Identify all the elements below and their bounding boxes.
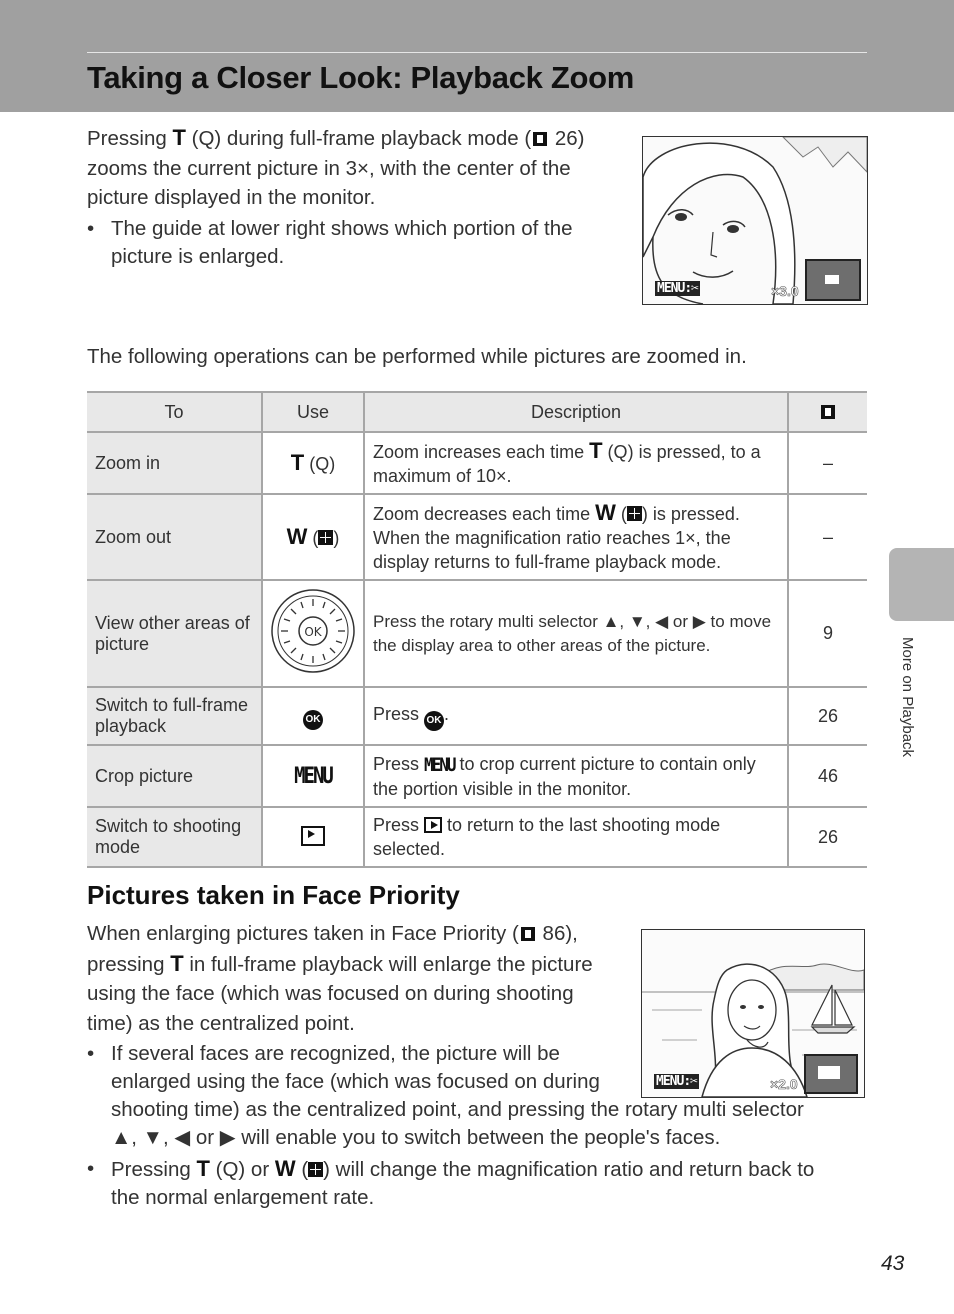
face-line-1: When enlarging pictures taken in Face Priority ( 86),: [87, 922, 578, 945]
page-title: Taking a Closer Look: Playback Zoom: [87, 60, 635, 95]
row-reference: –: [788, 432, 867, 494]
header-rule: [87, 52, 867, 53]
table-row: [87, 580, 867, 687]
row-to: Zoom in: [87, 432, 262, 494]
menu-chip: MENU:✂: [656, 1074, 697, 1089]
intro-bullet: • The guide at lower right shows which portion of the picture is enlarged.: [87, 215, 631, 271]
face-line-2: pressing T in full-frame playback will enlarge the picture: [87, 950, 593, 976]
row-description: Press to return to the last shooting mode selected.: [364, 807, 788, 867]
reference-icon: [521, 927, 535, 941]
playback-button-icon: [301, 826, 325, 846]
header-band: [0, 0, 954, 112]
header-use: Use: [262, 392, 364, 432]
table-row: [87, 807, 867, 867]
zoom-guide: [804, 1054, 858, 1094]
reference-icon: [821, 405, 835, 419]
thumbnail-icon: [318, 530, 333, 545]
zoom-guide: [805, 259, 861, 301]
face-bullet-2: • Pressing T (Q) or W ( ) will change the magnification ratio and return back to the normal enlargement rate.: [87, 1155, 881, 1212]
face-bullet-1: • If several faces are recognized, the picture will be enlarged using the face (which was focused on during shooting time) as the centralized point, and pressing the rotary multi selector ▲, ▼, ◀ or ▶ will enable you to switch between the people's faces.: [87, 1040, 881, 1152]
face-line-4: time) as the centralized point.: [87, 1011, 355, 1035]
table-row: [87, 745, 867, 807]
row-use: T (Q): [262, 432, 364, 494]
chapter-tab: [889, 548, 954, 621]
row-reference: 9: [788, 580, 867, 687]
row-description: Press OK .: [364, 687, 788, 745]
section-title: Pictures taken in Face Priority: [87, 880, 460, 910]
playback-button-icon: [424, 817, 442, 833]
ok-button-icon: OK: [424, 711, 444, 731]
zoom-guide-visible-area: [818, 1066, 840, 1079]
face-paragraph: [87, 919, 632, 1038]
reference-icon: [533, 132, 547, 146]
table-header-row: [87, 392, 867, 432]
face-line-3: using the face (which was focused on during shooting: [87, 982, 574, 1005]
row-to: Crop picture: [87, 745, 262, 807]
table-row: [87, 687, 867, 745]
row-use: [262, 580, 364, 687]
row-description: Press MENU to crop current picture to contain only the portion visible in the monitor.: [364, 745, 788, 807]
row-reference: 46: [788, 745, 867, 807]
operations-table: [87, 391, 867, 868]
header-reference: [788, 392, 867, 432]
row-use: [262, 687, 364, 745]
header-to: To: [87, 392, 262, 432]
zoomed-photo-face: [642, 136, 868, 305]
zoom-ratio: ×3.0: [771, 283, 799, 299]
intro-line-1: Pressing T (Q) during full-frame playback mode ( 26): [87, 125, 585, 150]
header-description: Description: [364, 392, 788, 432]
intro-line-3: picture displayed in the monitor.: [87, 186, 376, 209]
table-row: [87, 494, 867, 580]
operations-intro: The following operations can be performed while pictures are zoomed in.: [87, 345, 747, 368]
row-to: Zoom out: [87, 494, 262, 580]
face-priority-photo: [641, 929, 865, 1098]
intro-paragraph: [87, 123, 627, 213]
row-to: View other areas of picture: [87, 580, 262, 687]
row-reference: 26: [788, 687, 867, 745]
row-description: Zoom decreases each time W ( ) is pressed. When the magnification ratio reaches 1×, the display returns to full-frame playback mode.: [364, 494, 788, 580]
page-number: 43: [881, 1252, 905, 1275]
ok-button-icon: OK: [303, 710, 323, 730]
row-use: [262, 745, 364, 807]
menu-chip: MENU:✂: [657, 281, 698, 296]
row-description: Zoom increases each time T (Q) is pressed, to a maximum of 10×.: [364, 432, 788, 494]
row-use: [262, 807, 364, 867]
thumbnail-icon: [627, 506, 642, 521]
row-reference: 26: [788, 807, 867, 867]
thumbnail-icon: [308, 1162, 323, 1177]
row-to: Switch to shooting mode: [87, 807, 262, 867]
intro-line-2: zooms the current picture in 3×, with the center of the: [87, 156, 571, 180]
chapter-tab-label: More on Playback: [899, 637, 916, 758]
zoom-ratio: ×2.0: [770, 1076, 798, 1092]
zoom-guide-visible-area: [825, 275, 839, 284]
rotary-multi-selector-icon: [271, 586, 355, 676]
row-to: Switch to full-frame playback: [87, 687, 262, 745]
row-use: W ( ): [262, 494, 364, 580]
menu-button-icon: MENU: [294, 763, 332, 789]
row-description: Press the rotary multi selector ▲, ▼, ◀ or ▶ to move the display area to other areas of the picture.: [364, 580, 788, 687]
svg-text:OK: OK: [304, 625, 322, 639]
table-row: [87, 432, 867, 494]
row-reference: –: [788, 494, 867, 580]
